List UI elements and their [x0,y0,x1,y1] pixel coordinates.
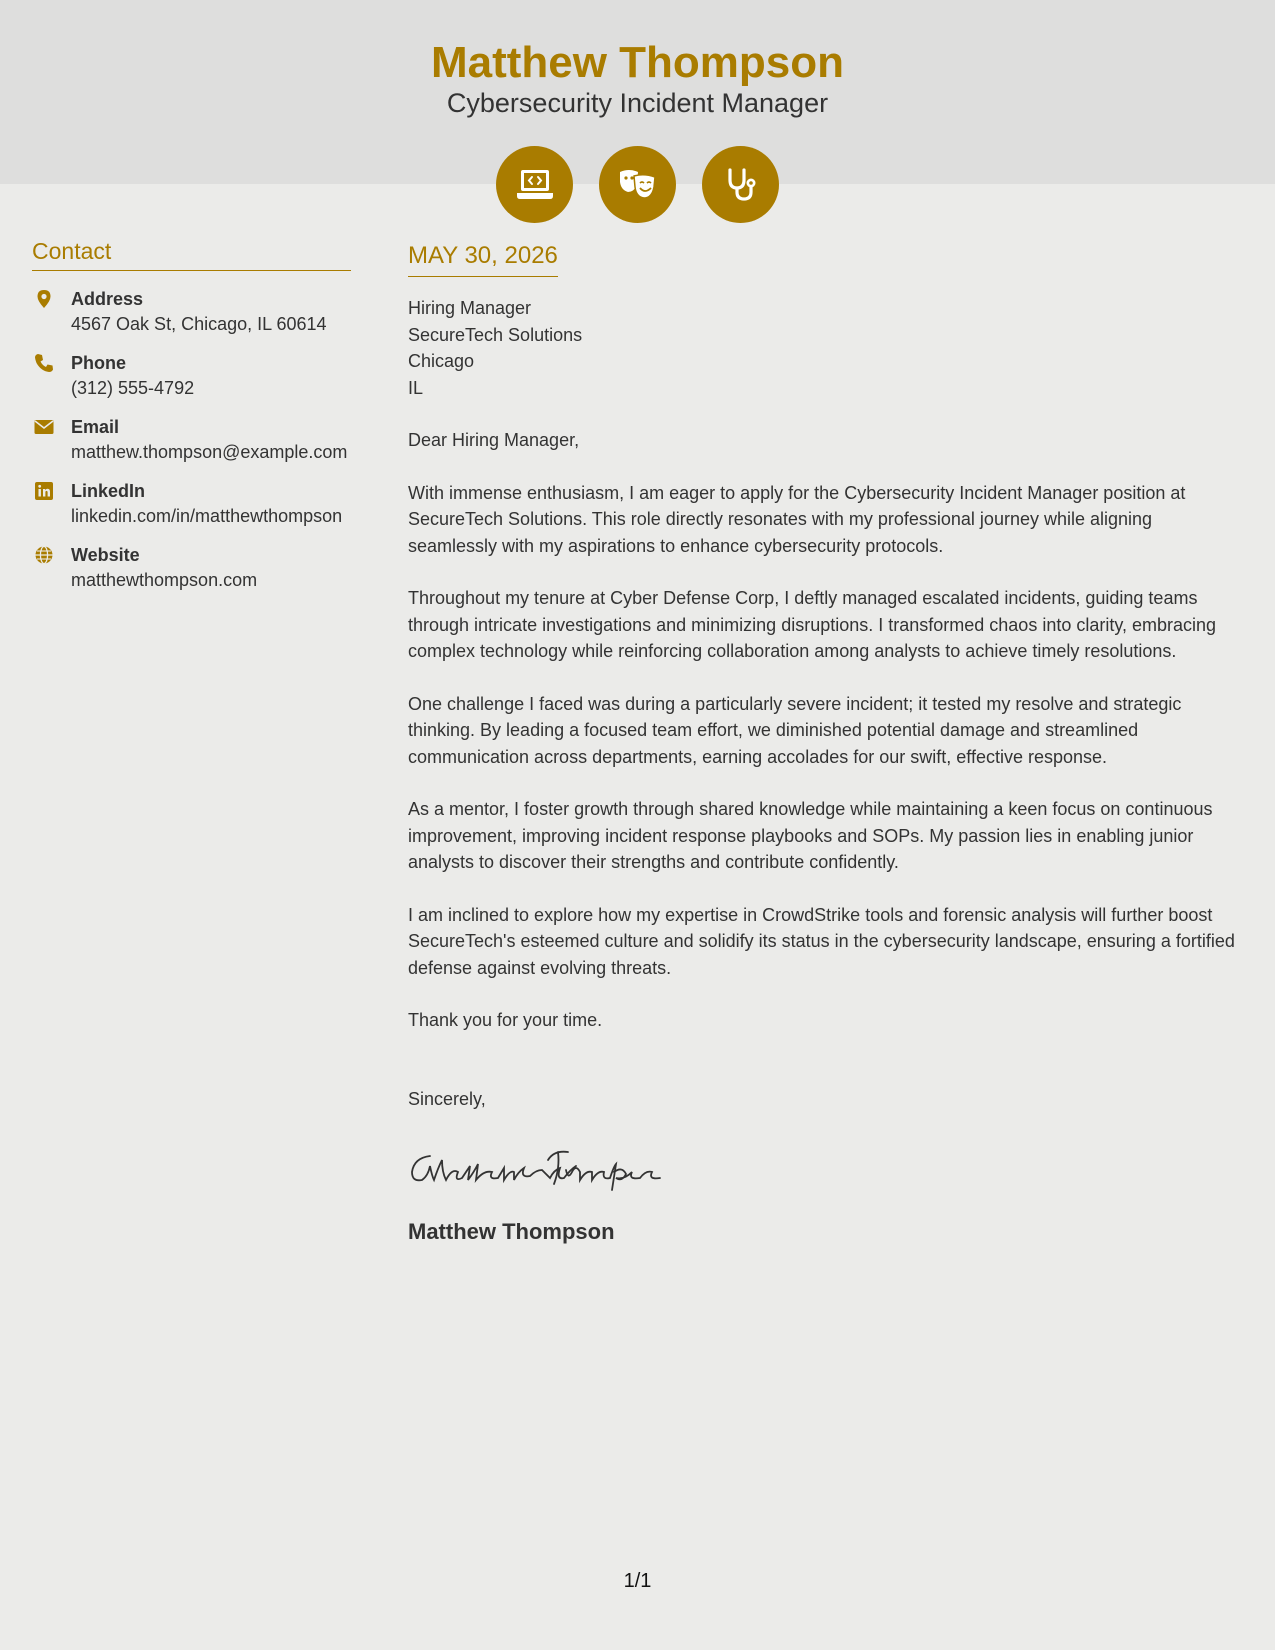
contact-phone [32,351,351,401]
theater-masks-icon [599,146,676,223]
header-icons [0,146,1275,222]
letter-paragraph: Thank you for your time. [408,1010,603,1030]
salutation: Dear Hiring Manager, [408,430,580,450]
contact-address [32,287,351,337]
recipient-line: IL [408,377,424,398]
stethoscope-icon [702,146,779,223]
contact-label: LinkedIn [71,481,146,501]
contact-label: Email [71,417,120,437]
closing: Sincerely, [408,1088,486,1109]
contact-label: Address [71,289,144,309]
recipient-block [408,295,1245,401]
contact-email [32,415,351,465]
page-number: 1/1 [623,1570,652,1592]
letter-paragraph: As a mentor, I foster growth through shared knowledge while maintaining a keen focus on continuous improvement, improving incident response playbooks and SOPs. My passion lies in enabling junior analysts to discover their strengths and contribute confidently. [408,799,1213,872]
letter-paragraph: One challenge I faced was during a particularly severe incident; it tested my resolve and strategic thinking. By leading a focused team effort, we diminished potential damage and streamlined communication across departments, earning accolades for our swift, effective response. [408,693,1182,767]
contact-heading: Contact [32,236,351,271]
contact-label: Phone [71,353,127,373]
laptop-code-icon [496,146,573,223]
handwritten-signature [408,1142,668,1192]
contact-website [32,543,351,593]
contact-value: linkedin.com/in/matthewthompson [71,506,343,526]
envelope-icon [34,417,54,437]
signer-name: Matthew Thompson [408,1218,615,1244]
contact-value: (312) 555-4792 [71,378,195,398]
linkedin-icon [34,481,54,501]
letter-paragraph: With immense enthusiasm, I am eager to apply for the Cybersecurity Incident Manager position at SecureTech Solutions. This role directly resonates with my professional journey while aligning seamlessly with my aspirations to enhance cybersecurity protocols. [408,482,1186,556]
contact-value: matthewthompson.com [71,570,258,590]
applicant-name: Matthew Thompson [430,38,845,87]
recipient-line: SecureTech Solutions [408,324,583,345]
map-pin-icon [34,289,54,309]
contact-linkedin [32,479,351,529]
recipient-line: Hiring Manager [408,298,532,318]
contact-sidebar [32,236,351,593]
phone-icon [34,353,54,373]
globe-icon [34,545,54,565]
letter-body [408,240,1245,1246]
applicant-title: Cybersecurity Incident Manager [446,88,829,118]
letter-paragraph: Throughout my tenure at Cyber Defense Corp, I deftly managed escalated incidents, guiding teams through intricate investigations and minimizing disruptions. I transformed chaos into clarity, embracing complex technology while reinforcing collaboration among analysts to achieve timely resolutions. [408,588,1217,661]
contact-label: Website [71,545,140,565]
letter-date: MAY 30, 2026 [408,240,558,277]
letter-paragraph: I am inclined to explore how my expertise in CrowdStrike tools and forensic analysis will further boost SecureTech's esteemed culture and solidify its status in the cybersecurity landscape, ensuring a fortified defense against evolving threats. [408,904,1235,978]
recipient-line: Chicago [408,351,475,371]
contact-value: 4567 Oak St, Chicago, IL 60614 [71,314,327,334]
contact-value: matthew.thompson@example.com [71,442,348,462]
